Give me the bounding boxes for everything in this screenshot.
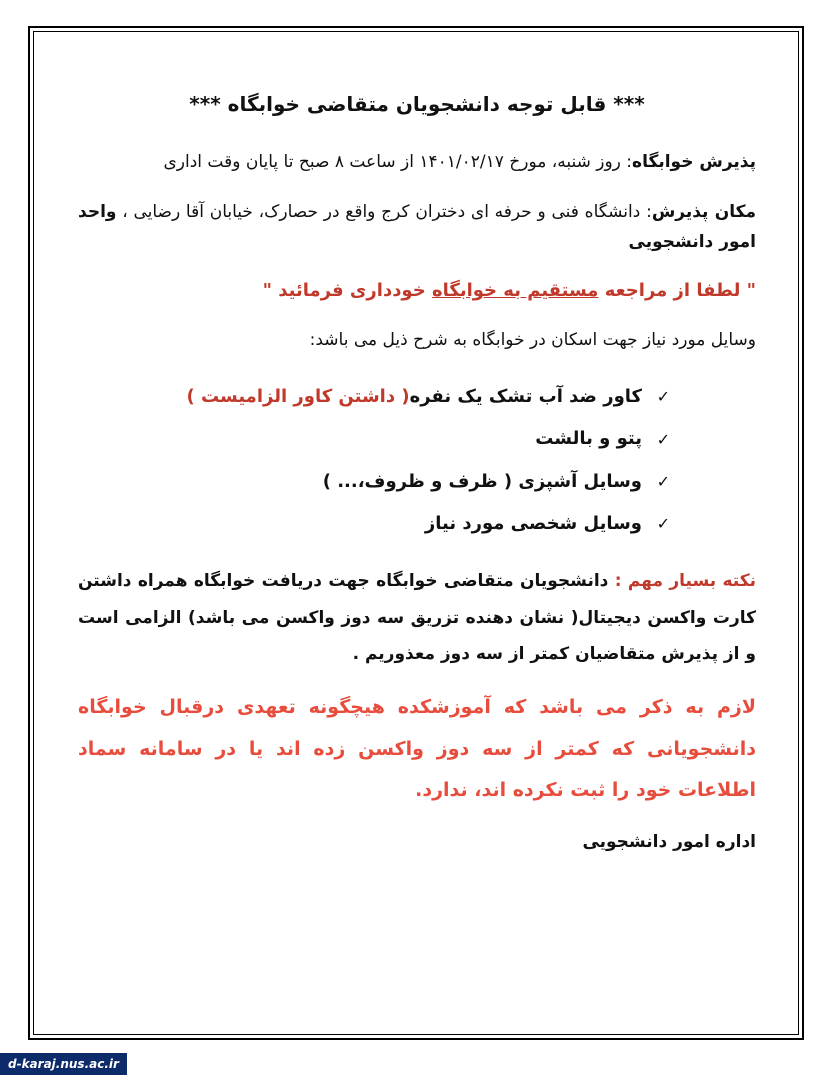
list-item xyxy=(78,461,670,503)
item-text: پتو و بالشت xyxy=(535,428,642,450)
item-extra: ( داشتن کاور الزامیست ) xyxy=(186,386,410,407)
announcement-content xyxy=(78,90,756,852)
reception-label: پذیرش خوابگاه xyxy=(632,152,756,172)
site-watermark: d-karaj.nus.ac.ir xyxy=(0,1053,127,1075)
location-label: مکان پذیرش xyxy=(651,201,756,222)
reception-paragraph xyxy=(78,148,756,178)
list-item xyxy=(78,418,670,460)
reception-text: : روز شنبه، مورخ ۱۴۰۱/۰۲/۱۷ از ساعت ۸ صبح تا پایان وقت اداری xyxy=(163,152,633,172)
notice-part2: خودداری فرمائید " xyxy=(262,280,432,302)
warning-note: لازم به ذکر می باشد که آموزشکده هیچگونه تعهدی درقبال خوابگاه دانشجویانی که کمتر از سه دوز واکسن زده اند یا در سامانه سماد اطلاعات خود را ثبت نکرده اند، ندارد. xyxy=(78,695,756,802)
notice-underlined: مستقیم به خوابگاه xyxy=(431,280,599,302)
checkmark-icon: ✓ xyxy=(656,387,670,407)
checkmark-icon: ✓ xyxy=(656,514,670,534)
items-intro: وسایل مورد نیاز جهت اسکان در خوابگاه به شرح ذیل می باشد: xyxy=(309,330,756,351)
list-item xyxy=(78,503,670,545)
announcement-title: *** قابل توجه دانشجویان متقاضی خوابگاه *** xyxy=(189,92,645,116)
item-text: وسایل آشپزی ( ظرف و ظروف،... ) xyxy=(322,470,642,492)
location-paragraph xyxy=(78,198,756,258)
item-text: کاور ضد آب تشک یک نفره xyxy=(409,386,642,407)
notice-part1: " لطفا از مراجعه xyxy=(598,280,756,302)
important-text: دانشجویان متقاضی خوابگاه جهت دریافت خوابگاه همراه داشتن کارت واکسن دیجیتال( نشان دهنده تزریق سه دوز واکسن می باشد) الزامی است و از پذیرش متقاضیان کمتر از سه دوز معذوریم . xyxy=(78,571,756,665)
required-items-list xyxy=(78,376,756,545)
signature: اداره امور دانشجویی xyxy=(582,832,756,853)
important-note xyxy=(78,563,756,673)
list-item xyxy=(78,376,670,418)
checkmark-icon: ✓ xyxy=(656,429,670,449)
visit-notice xyxy=(78,277,756,304)
item-text: وسایل شخصی مورد نیاز xyxy=(424,512,642,534)
important-label: نکته بسیار مهم : xyxy=(608,571,756,592)
checkmark-icon: ✓ xyxy=(656,471,670,491)
location-office: واحد امور دانشجویی xyxy=(78,201,756,252)
location-text: : دانشگاه فنی و حرفه ای دختران کرج واقع در حصارک، خیابان آقا رضایی ، xyxy=(116,201,652,222)
